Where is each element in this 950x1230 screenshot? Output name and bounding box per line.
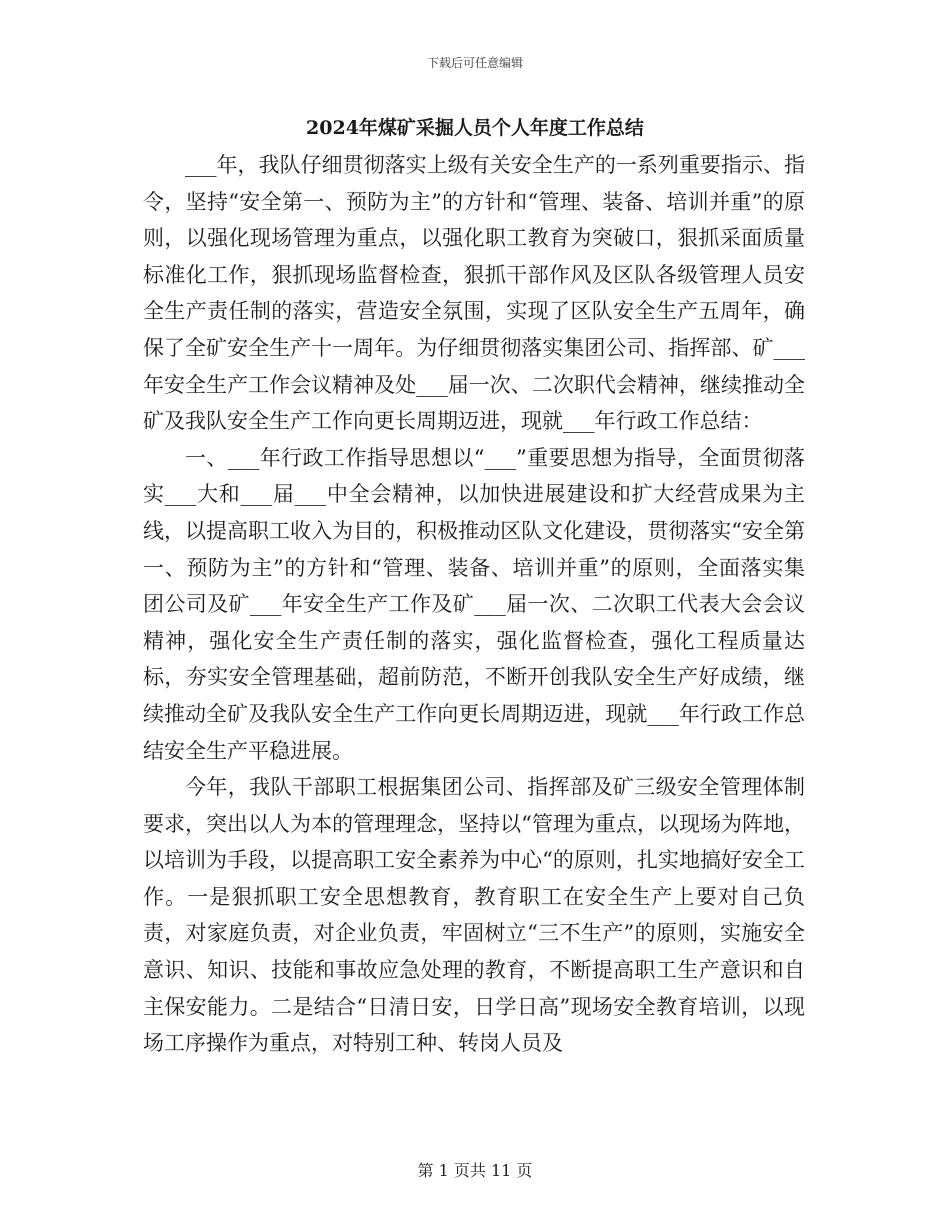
paragraph-intro: ___年，我队仔细贯彻落实上级有关安全生产的一系列重要指示、指令，坚持“安全第一、预防为主”的方针和“管理、装备、培训并重”的原则，以强化现场管理为重点，以强化职工教育为突破口，狠抓采面质量标准化工作，狠抓现场监督检查，狠抓干部作风及区队各级管理人员安全生产责任制的落实，营造安全氛围，实现了区队安全生产五周年，确保了全矿安全生产十一周年。为仔细贯彻落实集团公司、指挥部、矿___年安全生产工作会议精神及处___届一次、二次职代会精神，继续推动全矿及我队安全生产工作向更长周期迈进，现就___年行政工作总结： xyxy=(143,153,805,434)
page-number: 第 1 页共 11 页 xyxy=(417,1161,533,1180)
document-title: 2024年煤矿采掘人员个人年度工作总结 xyxy=(306,117,644,139)
paragraph-guiding-ideology: 一、___年行政工作指导思想以“___”重要思想为指导，全面贯彻落实___大和___届___中全会精神，以加快进展建设和扩大经营成果为主线，以提高职工收入为目的，积极推动区队文化建设，贯彻落实“安全第一、预防为主”的方针和“管理、装备、培训并重”的原则，全面落实集团公司及矿___年安全生产工作及矿___届一次、二次职工代表大会会议精神，强化安全生产责任制的落实，强化监督检查，强化工程质量达标，夯实安全管理基础，超前防范，不断开创我队安全生产好成绩，继续推动全矿及我队安全生产工作向更长周期迈进，现就___年行政工作总结安全生产平稳进展。 xyxy=(143,445,805,763)
paragraph-safety-work: 今年，我队干部职工根据集团公司、指挥部及矿三级安全管理体制要求，突出以人为本的管理理念，坚持以“管理为重点，以现场为阵地，以培训为手段，以提高职工安全素养为中心“的原则，扎实地搞好安全工作。一是狠抓职工安全思想教育，教育职工在安全生产上要对自己负责，对家庭负责，对企业负责，牢固树立“三不生产”的原则，实施安全意识、知识、技能和事故应急处理的教育，不断提高职工生产意识和自主保安能力。二是结合“日清日安，日学日高”现场安全教育培训，以现场工序操作为重点，对特别工种、转岗人员及 xyxy=(143,775,805,1056)
page-header: 下载后可任意编辑 xyxy=(426,56,523,70)
document-body xyxy=(143,147,805,1062)
